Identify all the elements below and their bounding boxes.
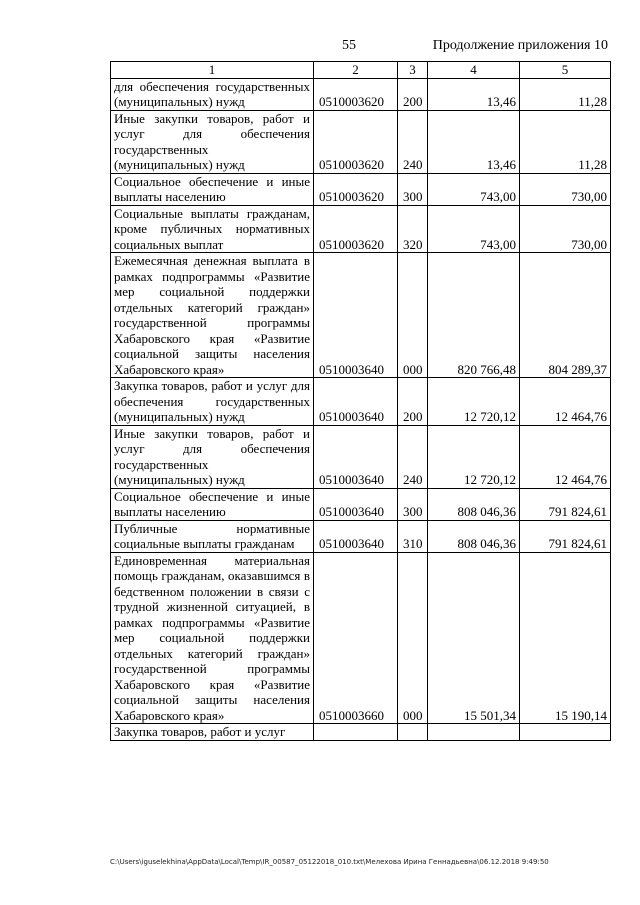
page-number: 55 — [342, 38, 356, 53]
table-row — [111, 110, 611, 173]
row-code: 0510003620 — [314, 78, 398, 110]
row-name: Ежемесячная денежная выплата в рамках подпрограммы «Развитие мер социальной поддержки отдельных категорий граждан» государственной программы Хабаровского края «Развитие социальной защиты населения Хабаровского края» — [111, 253, 314, 378]
table-row — [111, 378, 611, 426]
table-row — [111, 724, 611, 741]
row-code: 0510003620 — [314, 110, 398, 173]
row-code: 0510003640 — [314, 488, 398, 520]
row-value-1: 15 501,34 — [428, 552, 520, 724]
row-value-1: 12 720,12 — [428, 378, 520, 426]
row-value-1: 12 720,12 — [428, 425, 520, 488]
row-type: 240 — [398, 425, 428, 488]
row-type — [398, 724, 428, 741]
row-name: Социальное обеспечение и иные выплаты населению — [111, 173, 314, 205]
row-name: Единовременная материальная помощь гражданам, оказавшимся в бедственном положении в связи с трудной жизненной ситуацией, в рамках подпрограммы «Развитие мер социальной поддержки отдельных категорий граждан» государственной программы Хабаровского края «Развитие социальной защиты населения Хабаровского края» — [111, 552, 314, 724]
row-code: 0510003640 — [314, 378, 398, 426]
row-type: 240 — [398, 110, 428, 173]
row-code: 0510003620 — [314, 173, 398, 205]
row-type: 000 — [398, 253, 428, 378]
row-value-2: 12 464,76 — [520, 378, 611, 426]
row-code: 0510003640 — [314, 253, 398, 378]
row-name: Закупка товаров, работ и услуг для обеспечения государственных (муниципальных) нужд — [111, 378, 314, 426]
row-value-2: 11,28 — [520, 110, 611, 173]
table-row — [111, 488, 611, 520]
row-type: 300 — [398, 173, 428, 205]
row-name: Закупка товаров, работ и услуг — [111, 724, 314, 741]
row-value-1: 808 046,36 — [428, 520, 520, 552]
row-value-2: 804 289,37 — [520, 253, 611, 378]
table-header-row — [111, 62, 611, 79]
column-header: 2 — [314, 62, 398, 79]
row-value-1: 820 766,48 — [428, 253, 520, 378]
row-name: для обеспечения государственных (муниципальных) нужд — [111, 78, 314, 110]
row-value-1 — [428, 724, 520, 741]
appendix-continuation: Продолжение приложения 10 — [432, 38, 608, 53]
column-header: 3 — [398, 62, 428, 79]
row-value-2: 791 824,61 — [520, 488, 611, 520]
row-code: 0510003640 — [314, 425, 398, 488]
row-name: Социальные выплаты гражданам, кроме публичных нормативных социальных выплат — [111, 205, 314, 253]
column-header: 4 — [428, 62, 520, 79]
row-value-1: 743,00 — [428, 173, 520, 205]
row-value-2: 791 824,61 — [520, 520, 611, 552]
row-value-2: 11,28 — [520, 78, 611, 110]
row-type: 200 — [398, 378, 428, 426]
row-value-1: 13,46 — [428, 78, 520, 110]
column-header: 5 — [520, 62, 611, 79]
row-value-2: 12 464,76 — [520, 425, 611, 488]
row-value-2 — [520, 724, 611, 741]
column-header: 1 — [111, 62, 314, 79]
table-row — [111, 173, 611, 205]
row-value-1: 808 046,36 — [428, 488, 520, 520]
row-code: 0510003660 — [314, 552, 398, 724]
row-name: Публичные нормативные социальные выплаты гражданам — [111, 520, 314, 552]
file-path-footer: C:\Users\iguselekhina\AppData\Local\Temp\IR_00587_05122018_010.txt\Мелехова Ирина Геннадьевна\06.12.2018 9:49:50 — [110, 858, 549, 866]
budget-table — [110, 61, 611, 741]
row-name: Иные закупки товаров, работ и услуг для обеспечения государственных (муниципальных) нужд — [111, 425, 314, 488]
row-code: 0510003620 — [314, 205, 398, 253]
row-code: 0510003640 — [314, 520, 398, 552]
row-type: 300 — [398, 488, 428, 520]
row-value-1: 743,00 — [428, 205, 520, 253]
row-type: 000 — [398, 552, 428, 724]
table-row — [111, 520, 611, 552]
table-row — [111, 552, 611, 724]
row-type: 310 — [398, 520, 428, 552]
row-value-1: 13,46 — [428, 110, 520, 173]
row-name: Социальное обеспечение и иные выплаты населению — [111, 488, 314, 520]
row-value-2: 730,00 — [520, 173, 611, 205]
row-value-2: 730,00 — [520, 205, 611, 253]
table-row — [111, 253, 611, 378]
row-type: 320 — [398, 205, 428, 253]
row-name: Иные закупки товаров, работ и услуг для обеспечения государственных (муниципальных) нужд — [111, 110, 314, 173]
row-value-2: 15 190,14 — [520, 552, 611, 724]
table-row — [111, 425, 611, 488]
row-type: 200 — [398, 78, 428, 110]
row-code — [314, 724, 398, 741]
table-row — [111, 78, 611, 110]
table-row — [111, 205, 611, 253]
